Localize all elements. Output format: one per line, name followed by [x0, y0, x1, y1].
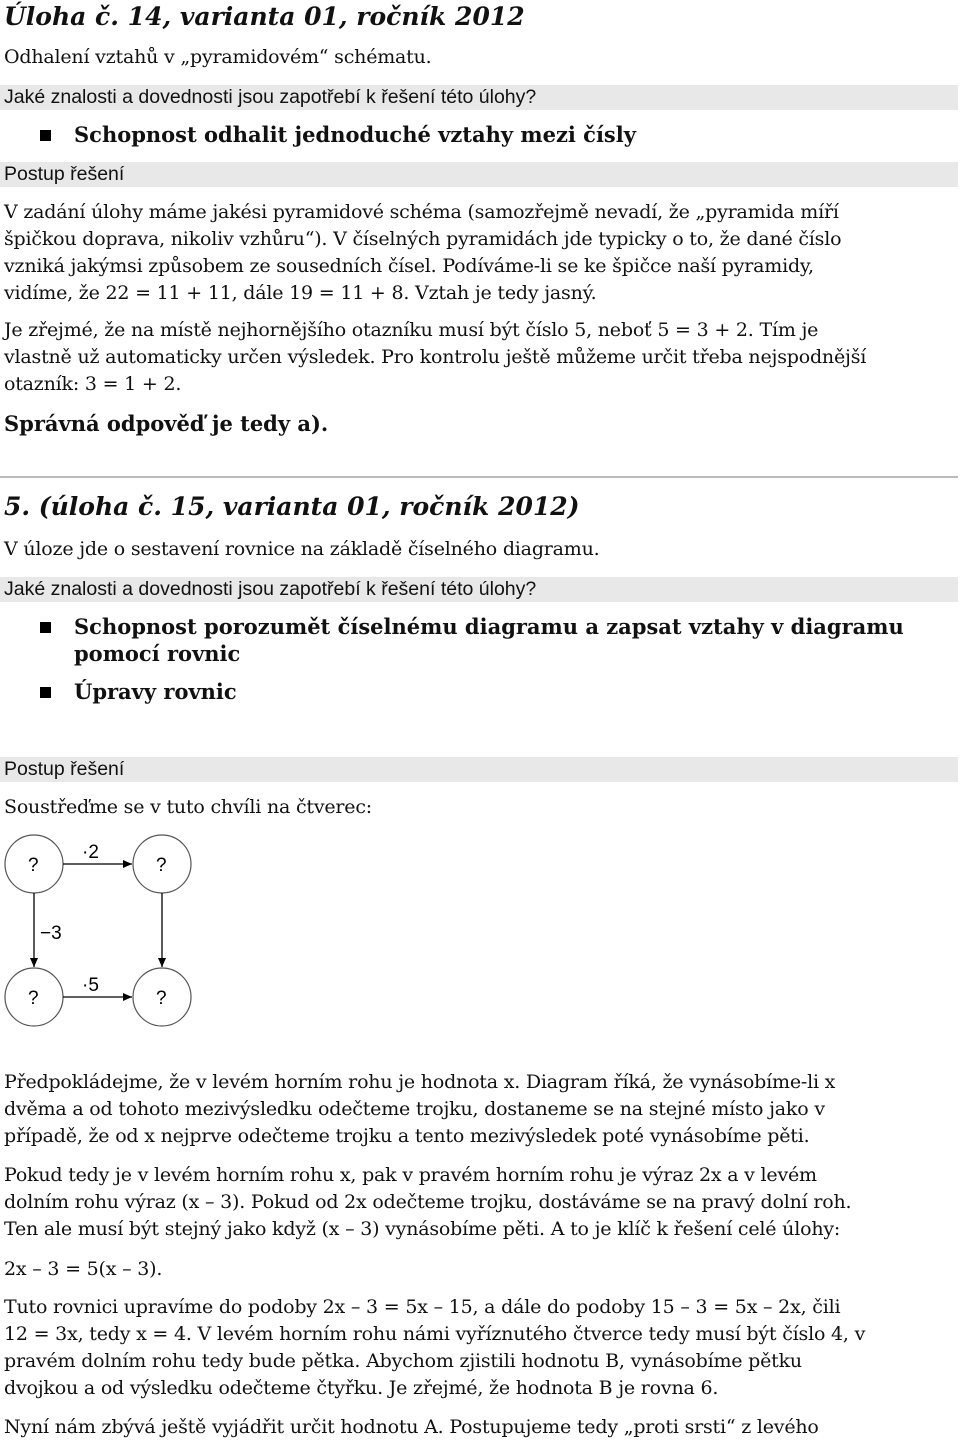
task1-p1-line: špičkou doprava, nikoliv vzhůru“). V číselných pyramidách jde typicky o to, že dané číslo [4, 228, 842, 250]
task2-p2-line: Ten ale musí být stejný jako když (x – 3) vynásobíme pěti. A to je klíč k řešení celé úlohy: [4, 1218, 841, 1240]
task2-focus: Soustřeďme se v tuto chvíli na čtverec: [4, 796, 372, 818]
task2-p3-line: Tuto rovnici upravíme do podoby 2x – 3 = 5x – 15, a dále do podoby 15 – 3 = 5x – 2x, čili [4, 1296, 841, 1318]
bullet-square-icon [40, 687, 51, 698]
task2-p1-line: případě, že od x nejprve odečteme trojku a tento mezivýsledek poté vynásobíme pěti. [4, 1125, 810, 1147]
task1-p2-line: Je zřejmé, že na místě nejhornějšího otazníku musí být číslo 5, neboť 5 = 3 + 2. Tím je [4, 319, 819, 341]
task2-skill1-line: pomocí rovnic [74, 641, 241, 666]
task2-p3-line: pravém dolním rohu tedy bude pětka. Abychom zjistili hodnotu B, vynásobíme pětku [4, 1350, 802, 1372]
task2-p3-line: dvojkou a od výsledku odečteme čtyřku. Je zřejmé, že hodnota B je rovna 6. [4, 1377, 719, 1399]
task1-p1-line: vidíme, že 22 = 11 + 11, dále 19 = 11 + 8. Vztah je tedy jasný. [4, 282, 597, 304]
task2-p2-line: dolním rohu výraz (x – 3). Pokud od 2x odečteme trojku, dostáváme se na pravý dolní roh. [4, 1191, 852, 1213]
task2-intro: V úloze jde o sestavení rovnice na základě číselného diagramu. [4, 538, 600, 560]
bullet-square-icon [40, 622, 51, 633]
diagram-node-top-left [5, 835, 63, 893]
task2-p1-line: Předpokládejme, že v levém horním rohu je hodnota x. Diagram říká, že vynásobíme-li x [4, 1071, 836, 1093]
task1-skill: Schopnost odhalit jednoduché vztahy mezi čísly [74, 122, 636, 147]
task1-procedure-heading: Postup řešení [0, 162, 958, 187]
task2-p1-line: dvěma a od tohoto mezivýsledku odečteme trojku, dostaneme se na stejné místo jako v [4, 1098, 825, 1120]
task2-skill2: Úpravy rovnic [74, 679, 237, 704]
task2-p4: Nyní nám zbývá ještě vyjádřit určit hodnotu A. Postupujeme tedy „proti srsti“ z levého [4, 1416, 819, 1438]
diagram-label-bottom: ·5 [82, 975, 99, 996]
square-diagram [0, 833, 215, 1033]
section-divider [0, 476, 958, 478]
diagram-label-left: −3 [40, 923, 62, 944]
task2-p2-line: Pokud tedy je v levém horním rohu x, pak v pravém horním rohu je výraz 2x a v levém [4, 1164, 817, 1186]
svg-text:?: ? [156, 988, 167, 1009]
bullet-square-icon [40, 130, 51, 141]
task1-p1-line: vzniká jakýmsi způsobem ze sousedních čísel. Podíváme-li se ke špičce naší pyramidy, [4, 255, 814, 277]
svg-text:?: ? [156, 855, 167, 876]
task2-p3-line: 12 = 3x, tedy x = 4. V levém horním rohu námi vyříznutého čtverce tedy musí být číslo 4, v [4, 1323, 866, 1345]
task1-p2-line: vlastně už automaticky určen výsledek. Pro kontrolu ještě můžeme určit třeba nejspodnější [4, 346, 867, 368]
task1-title: Úloha č. 14, varianta 01, ročník 2012 [4, 2, 525, 31]
task1-intro: Odhalení vztahů v „pyramidovém“ schématu. [4, 46, 432, 68]
diagram-node-top-right [133, 835, 191, 893]
diagram-label-top: ·2 [82, 842, 99, 863]
task2-procedure-heading: Postup řešení [0, 757, 958, 782]
task2-title: 5. (úloha č. 15, varianta 01, ročník 2012) [4, 492, 580, 521]
task2-skill1-line: Schopnost porozumět číselnému diagramu a zapsat vztahy v diagramu [74, 614, 904, 639]
task2-equation: 2x – 3 = 5(x – 3). [4, 1258, 163, 1280]
task2-skills-heading: Jaké znalosti a dovednosti jsou zapotřebí k řešení této úlohy? [0, 577, 958, 602]
task1-p2-line: otazník: 3 = 1 + 2. [4, 373, 182, 395]
diagram-node-bottom-left [5, 968, 63, 1026]
svg-text:?: ? [28, 855, 39, 876]
task1-p1-line: V zadání úlohy máme jakési pyramidové schéma (samozřejmě nevadí, že „pyramida míří [4, 201, 839, 223]
svg-text:?: ? [28, 988, 39, 1009]
diagram-node-bottom-right [133, 968, 191, 1026]
task1-skills-heading: Jaké znalosti a dovednosti jsou zapotřebí k řešení této úlohy? [0, 85, 958, 110]
task1-answer: Správná odpověď je tedy a). [4, 411, 329, 436]
